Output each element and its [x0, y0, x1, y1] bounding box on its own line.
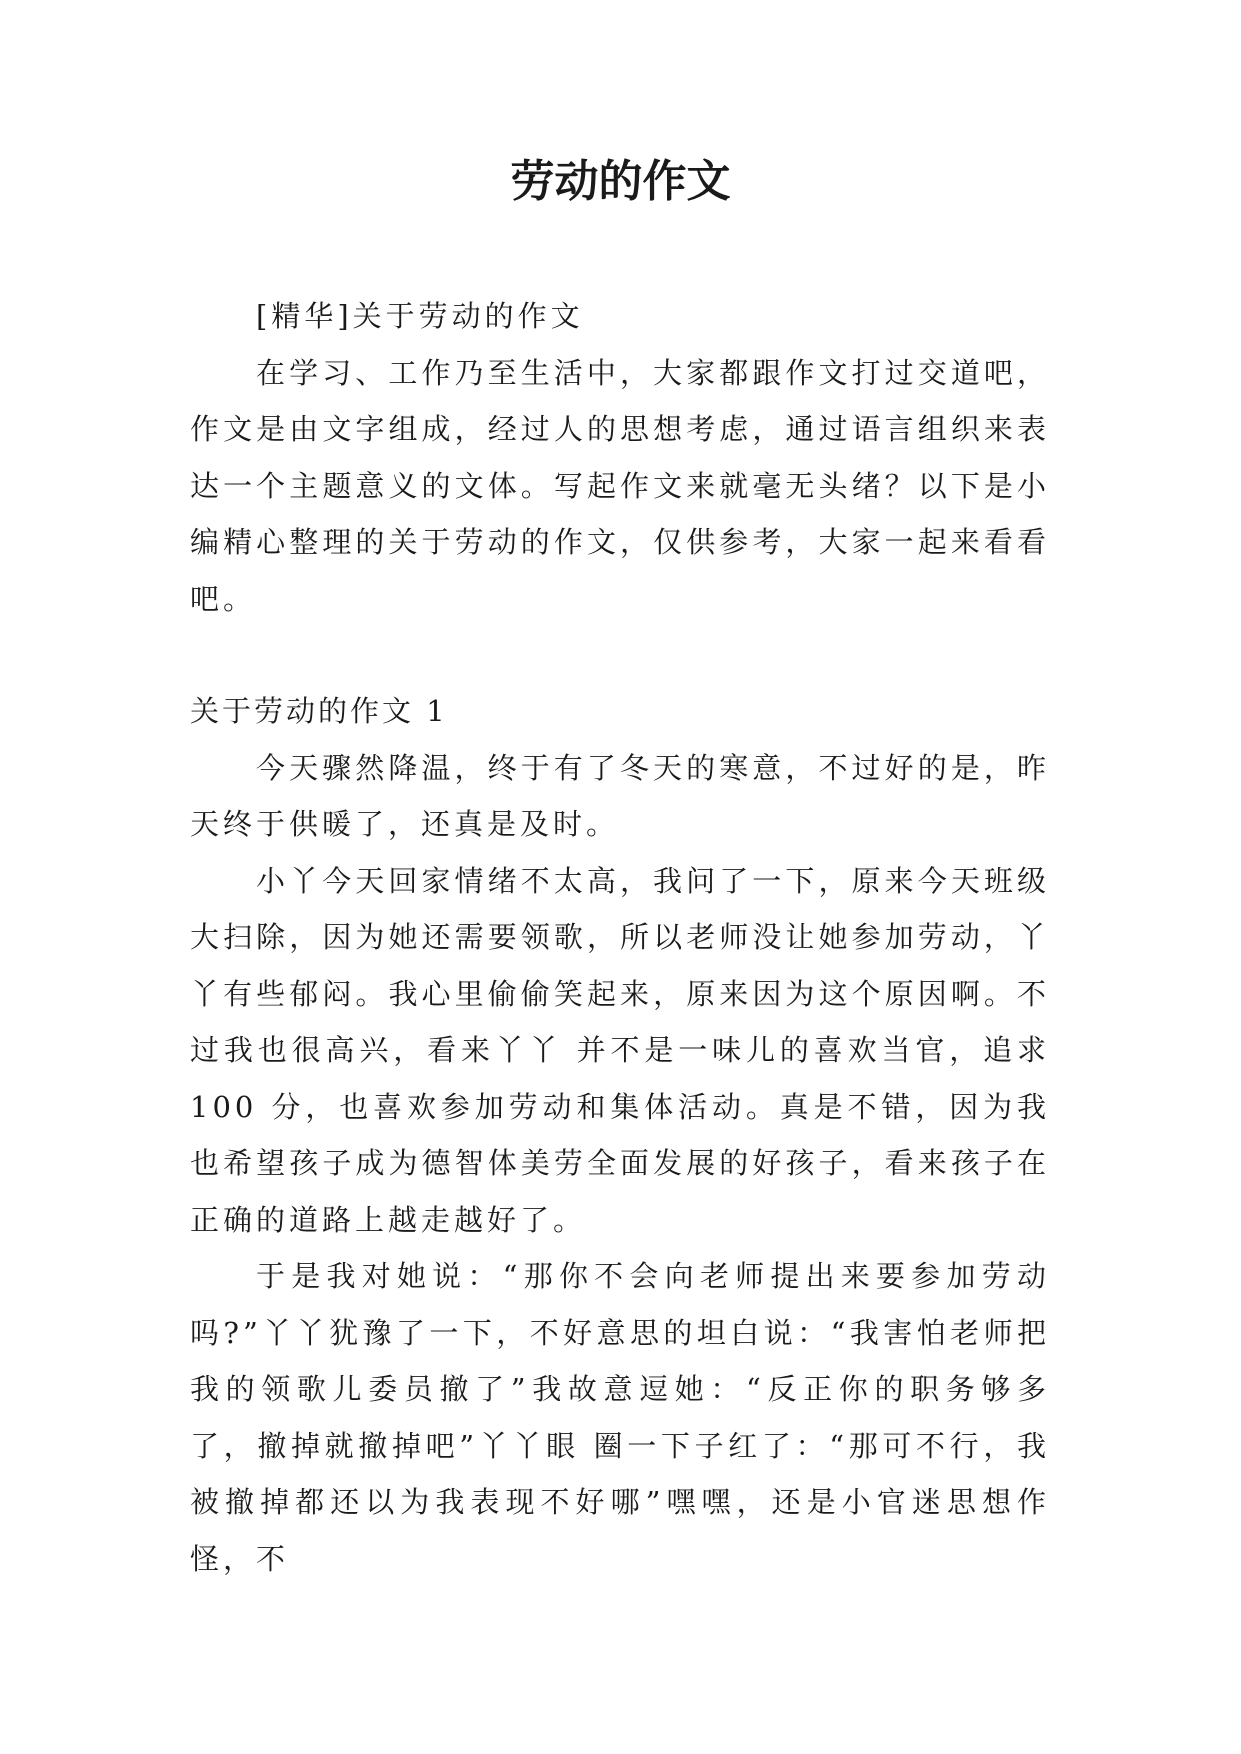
body-paragraph: 小丫今天回家情绪不太高，我问了一下，原来今天班级大扫除，因为她还需要领歌，所以老师没让她参加劳动，丫丫有些郁闷。我心里偷偷笑起来，原来因为这个原因啊。不过我也很高兴，看来丫丫 并不是一味儿的喜欢当官，追求 100 分，也喜欢参加劳动和集体活动。真是不错，因为我也希望孩子成为德智体美劳全面发展的好孩子，看来孩子在正确的道路上越走越好了。 [190, 863, 1050, 1237]
body-paragraph: 于是我对她说：“那你不会向老师提出来要参加劳动吗?”丫丫犹豫了一下，不好意思的坦白说：“我害怕老师把我的领歌儿委员撤了”我故意逗她：“反正你的职务够多了，撤掉就撤掉吧”丫丫眼 圈一下子红了：“那可不行，我被撤掉都还以为我表现不好哪”嘿嘿，还是小官迷思想作怪，不 [190, 1259, 1050, 1576]
body-paragraph: 今天骤然降温，终于有了冬天的寒意，不过好的是，昨天终于供暖了，还真是及时。 [190, 750, 1050, 841]
document-body [190, 288, 1050, 1587]
document-subtitle: [精华]关于劳动的作文 [256, 299, 584, 333]
document-title: 劳动的作文 [510, 156, 731, 207]
section-heading: 关于劳动的作文 1 [190, 694, 448, 728]
section-spacer [190, 627, 1050, 683]
intro-paragraph: 在学习、工作乃至生活中，大家都跟作文打过交道吧，作文是由文字组成，经过人的思想考虑，通过语言组织来表达一个主题意义的文体。写起作文来就毫无头绪？以下是小编精心整理的关于劳动的作文，仅供参考，大家一起来看看吧。 [190, 355, 1050, 616]
